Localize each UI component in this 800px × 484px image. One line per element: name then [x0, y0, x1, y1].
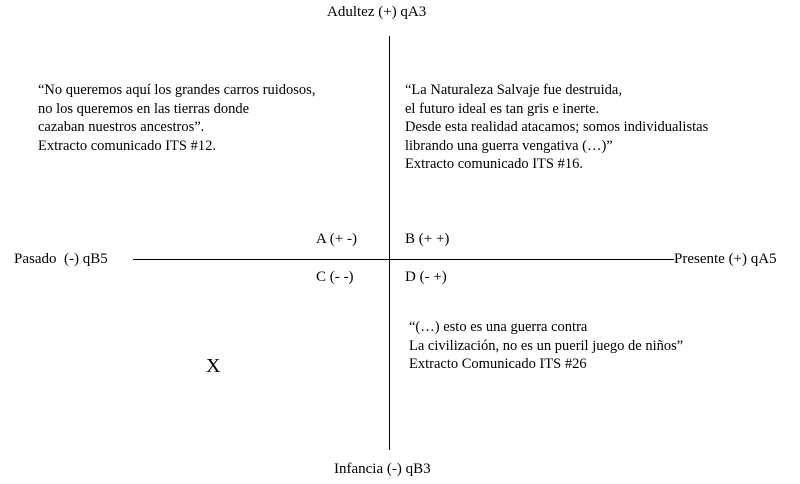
quote-line: cazaban nuestros ancestros”. — [38, 119, 205, 135]
quote-line: el futuro ideal es tan gris e inerte. — [405, 100, 600, 117]
axis-label-top: Adultez (+) qA3 — [327, 4, 427, 20]
quadrant-label-b: B (+ +) — [405, 231, 450, 247]
quote-line: “(…) esto es una guerra contra — [409, 319, 588, 335]
quadrant-label-d: D (- +) — [405, 269, 447, 285]
position-marker-x: X — [206, 355, 221, 377]
vertical-axis-line — [389, 36, 390, 450]
quote-line: Extracto Comunicado ITS #26 — [409, 356, 587, 372]
quote-bottom-right — [409, 318, 683, 374]
axis-label-right: Presente (+) qA5 — [674, 251, 777, 267]
quote-line: La civilización, no es un pueril juego de niños” — [409, 337, 684, 354]
horizontal-axis-line — [133, 259, 674, 260]
quote-line: Extracto comunicado ITS #12. — [38, 137, 216, 154]
quote-line: “No queremos aquí los grandes carros ruidosos, — [38, 82, 316, 98]
axis-label-left: Pasado (-) qB5 — [14, 251, 108, 267]
axis-label-bottom: Infancia (-) qB3 — [334, 461, 431, 477]
quote-line: “La Naturaleza Salvaje fue destruida, — [405, 82, 622, 98]
quote-line: Desde esta realidad atacamos; somos individualistas — [405, 119, 709, 135]
quadrant-label-a: A (+ -) — [316, 231, 357, 247]
quote-line: Extracto comunicado ITS #16. — [405, 156, 583, 172]
quadrant-label-c: C (- -) — [316, 269, 354, 285]
quote-top-left — [38, 81, 315, 155]
quote-line: no los queremos en las tierras donde — [38, 100, 250, 117]
quote-top-right — [405, 81, 708, 174]
quote-line: librando una guerra vengativa (…)” — [405, 137, 613, 154]
